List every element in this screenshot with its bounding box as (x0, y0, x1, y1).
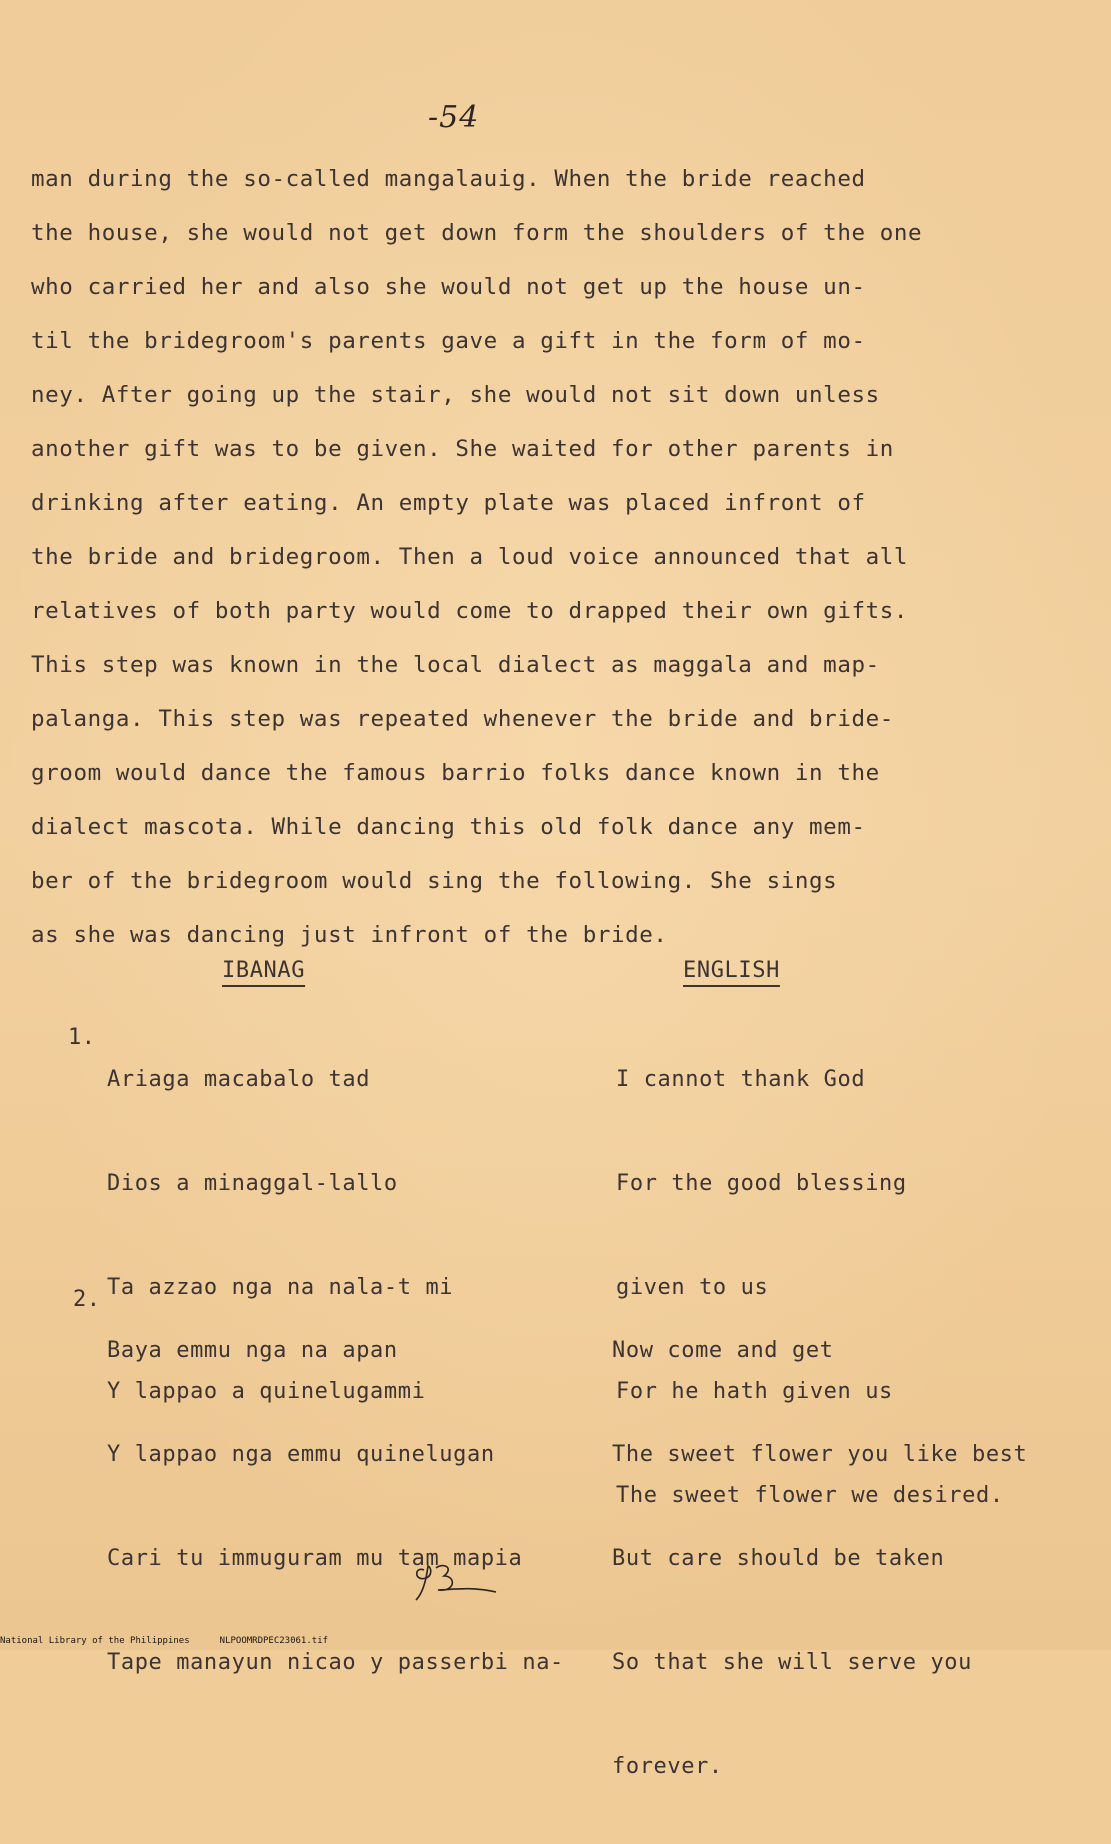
body-paragraph (31, 152, 1071, 962)
body-line: another gift was to be given. She waited for other parents in (31, 436, 894, 462)
footer-file-id: NLPOOMRDPEC23061.tif (219, 1636, 329, 1646)
body-line: ber of the bridegroom would sing the following. She sings (31, 868, 838, 894)
body-line: groom would dance the famous barrio folks dance known in the (31, 760, 880, 786)
body-line: as she was dancing just infront of the bride. (31, 922, 668, 948)
verse-line: Ta azzao nga na nala-t mi (107, 1275, 454, 1300)
body-line: ney. After going up the stair, she would not sit down unless (31, 382, 880, 408)
body-line: man during the so-called mangalauig. When the bride reached (31, 166, 866, 192)
verse-line: Now come and get (612, 1338, 834, 1363)
verse-english (612, 1274, 1027, 1844)
verse-number: 1. (68, 1025, 96, 1050)
body-line: palanga. This step was repeated whenever the bride and bride- (31, 706, 894, 732)
verse-line: Cari tu immuguram mu tam mapia (107, 1546, 523, 1571)
verse-line: Ariaga macabalo tad (107, 1067, 371, 1092)
verse-line: given to us (616, 1275, 769, 1300)
column-heading-ibanag: IBANAG (222, 958, 306, 983)
verse-number: 2. (73, 1287, 101, 1312)
verse-line: Y lappao nga emmu quinelugan (107, 1442, 495, 1467)
verse-line: Y lappao a quinelugammi (107, 1379, 426, 1404)
verse-line: Dios a minaggal-lallo (107, 1171, 398, 1196)
handwritten-mark (410, 1556, 500, 1606)
footer-institution: National Library of the Philippines (0, 1636, 190, 1646)
verse-line: The sweet flower we desired. (616, 1483, 1004, 1508)
verse-line: The sweet flower you like best (612, 1442, 1028, 1467)
verse-line: I cannot thank God (616, 1067, 866, 1092)
verse-line: forever. (612, 1754, 723, 1779)
verse-ibanag (107, 1274, 564, 1740)
body-line: relatives of both party would come to drapped their own gifts. (31, 598, 909, 624)
body-line: drinking after eating. An empty plate was placed infront of (31, 490, 866, 516)
body-line: the house, she would not get down form the shoulders of the one (31, 220, 923, 246)
column-heading-english: ENGLISH (683, 958, 780, 983)
body-line: til the bridegroom's parents gave a gift in the form of mo- (31, 328, 866, 354)
verse-line: Baya emmu nga na apan (107, 1338, 398, 1363)
verse-line: Tape manayun nicao y passerbi na- (107, 1650, 564, 1675)
verse-line: For he hath given us (616, 1379, 893, 1404)
body-line: dialect mascota. While dancing this old folk dance any mem- (31, 814, 866, 840)
verse-line: So that she will serve you (612, 1650, 972, 1675)
archive-footer (0, 1636, 358, 1646)
body-line: This step was known in the local dialect as maggala and map- (31, 652, 880, 678)
page-number: -54 (428, 100, 480, 135)
body-line: who carried her and also she would not get up the house un- (31, 274, 866, 300)
body-line: the bride and bridegroom. Then a loud voice announced that all (31, 544, 909, 570)
verse-line: For the good blessing (616, 1171, 907, 1196)
verse-line: But care should be taken (612, 1546, 945, 1571)
